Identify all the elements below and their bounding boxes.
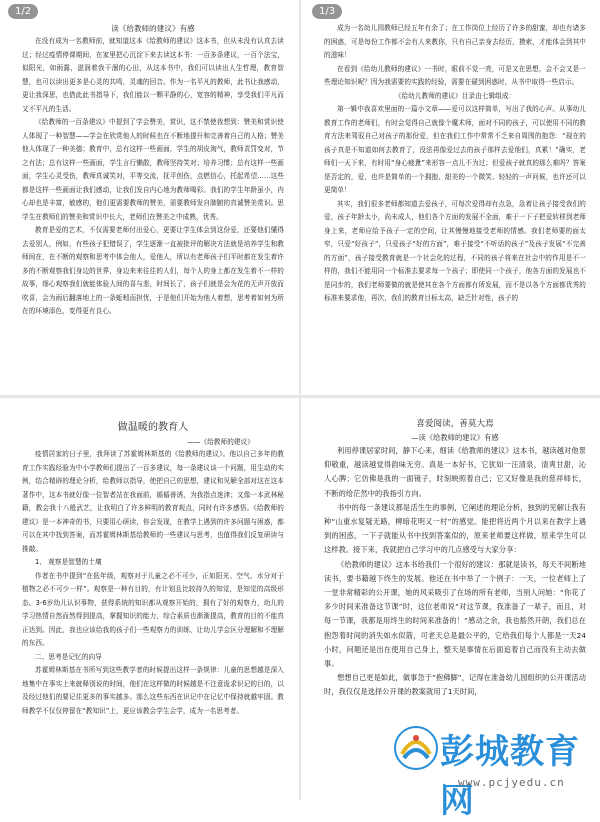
section-heading: 二、思考是记忆的向导 (35, 652, 102, 661)
document-page-1[interactable] (0, 0, 298, 390)
watermark-url: www.pcjyedu.cn (458, 776, 565, 789)
section-heading: 1、 观察是智慧的土壤 (35, 558, 102, 566)
paragraph: 《给教师的一百条建议》中提到了学会赞美，赏识，这不禁使我想到：赞美和赏识使人体现了一种智慧——学会在欣赏他人的时候也在不断地提升和完善着自己的人格；赞美他人体现了一种美德；教育中，总有这样一些画面，学生的胡皮淘气，教师责罚变对，节之有法；总有这样一些画面，学生言行懒散，教师坚持笑对；培养习惯；总有这样一些画面，学生心灵受伤，教师真诚笑对，平等交流，抚平创伤，点燃信心，托起希望……这些都是这样一些画面让我们感动，让我们发自内心地为教师喝彩。我们的学生年龄虽小，内心却也是丰富，敏感的，他们更需要教师的赞美，需要教师发自肺腑的真诚赞美赏识。思学生在教师们的赞美和赏识中长大，老师们在赞美之中成熟，优秀。 (22, 118, 284, 221)
page-4-subtitle: —读《给教师的建议》有感 (411, 433, 499, 442)
site-watermark (392, 718, 597, 821)
document-page-2[interactable] (302, 0, 600, 390)
page-counter-badge: 1/3 (312, 4, 342, 19)
paragraph: 在看到《给幼儿教师的建议》一书时，眼前不觉一亮，可是又在思想，会不会又是一些理论知识呢？因为我需要的实践的经验，需要在碰到困惑时，从书中取得一些启示。 (324, 64, 586, 86)
paragraph: 教育是爱的艺术，不仅需要老师付出爱心，更要让学生体会到这份爱，还要他们懂得去爱别人，例如，有些孩子犯错误了，学生逐渐一直被批评的解决方法就是培养学生和教师间在，在不断的观察和思考中体会他人，爱他人，所以有老师孩子们平时都在发生着许多的不断观察我们身边的世界，身边来来往往的人们，每个人的身上都在发生着不一样的故事，细心观察我们就能体验人间的喜与悲，时间长了，孩子们就是会为花的无声开放而吹喜，会为雨后翻落地上的一条蚯蚓而担忧，于是他们开始为他人着想，思考着如何为所在的环境添色，变得更有良心。 (22, 226, 284, 315)
page-3-title: 做温暖的教育人 (117, 422, 189, 433)
paragraph: 书中的每一条建议都是活生生的事例，它阐述的理论分析，独到的见解让我有种“山重水复疑无路，柳暗花明又一村”的感觉。能把将近两个月以来在教学上遇到的困惑，一下子就能从书中找到答案似的，原来老师要这样做，原来学生可以这样教。接下来，我就把自己学习中的几点感受与大家分享： (324, 502, 586, 555)
paragraph: 苏霍姆林斯基在书所写到这些教学者的时候提出这样一条规律：儿童的思想越是深入地集中在事实上来就释别说的时间，他们在这样做的时候越是不注意诡求识记的目的，以及经过他们的要记住更多的事实越多。那么这些东西在识记中在记忆中保持就越牢固。教师教学不仅仅停留在“教知识”上，更应该教会学生会学，成为一名思考者。 (22, 666, 284, 715)
paragraph: 在没有成为一名教师前，就知道这本《给教师的建议》这本书，但从未没有认真去读过；经过疫情停课期间，在家里把心沉淀下来去读这本书：一百多条建议，一百个法宝，似阳光，如雨露，滋润着我干涸的心田，从这本书中，我们可以读出人生哲理，教育智慧，也可以读出更多是心灵的共鸣，灵魂的回音。作为一名平凡的教师，此书让我感动，更让我深思，也借此此书指导下，我们能以一颗平静的心，宽容的精神，享受我们平凡而又不平凡的生活。 (22, 37, 284, 113)
paragraph: 其实，我们很多老师都知道去爱孩子，可每次爱得却有点急，急着让孩子接受我们的爱，孩子年龄太小，尚未成人，他们各个方面的发展不全面，难于一下子把爱转移到老师身上来，老师应给予孩子一定的空间，让其慢慢地接受老师的情感。我们老师要的面太窄，只爱“好孩子”，只爱孩子“好的方面”，难于接受“不听话的孩子”及孩子发展“不完善的方面”，孩子接受教育就是一个社会化的过程，不同的孩子将来在社会中的作用是不一样的，我们不能用同一个标准去要求每一个孩子；即使同一个孩子，他各方面的发展也不是同步的，我们老师要做的就是使其在各个方面都有所发展，而不是以各个方面都优秀的标准来要求他，再次，我们的教育目标太高，缺乏针对性，孩子的 (324, 199, 586, 302)
paragraph: 利用停课居家时间，静下心来，细读《给教师的建议》这本书，越读越对他景仰敬重，越读越觉得韵味无穷。真是一本好书，它犹如一汪清泉，清爽甘甜，沁人心脾；它仿佛是我的一面镜子，时刻映照着自己；它又好像是我的慈祥师长，不断的给茫然中的我指引方向。 (324, 446, 586, 498)
paragraph: 作者在书中提到“在低年级，观察对于儿童之必不可少，正如阳光、空气、水分对于植物之必不可少一样”。观察是一种有目的，有计划且比较持久的知觉，是知觉的高级形态。3-6岁幼儿认识事物，获得系统的知识都从观察开始的，拥有了好的观察力，幼儿的学习热情自然而然得到提高，掌握知识的能力，综合素质也渐渐提高，教育的目的不能真正达到。因此，我也应该给我的孩子们一些观察力的训练，让幼儿学会区分理解和不理解的东西。 (22, 571, 284, 647)
page-counter-badge: 1/2 (8, 4, 38, 19)
page-4-title: 喜爱阅读，善莫大焉 (416, 419, 494, 429)
page-3-subtitle: ——《给教师的建议》 (187, 438, 254, 446)
paragraph: 成为一名幼儿园教师已经五年有余了；在工作岗位上经历了许多的甜蜜，却也有诸多的困惑，可是每份工作都不会有人来教你，只有自己亲身去经历，摸索，才能体会到其中的滋味！ (324, 24, 586, 59)
paragraph: 想想自己更是如此，做事急于“抱佛脚”，记得在准备幼儿园组织的公开课活动时，我仅仅是选择公开课的教案就用了1天时间， (324, 673, 586, 697)
page-divider-horizontal (0, 395, 600, 398)
page-4-body (324, 418, 586, 700)
document-page-3[interactable] (0, 400, 298, 800)
paragraph: 第一辑中我喜欢里面的一篇小文章——爱可以这样简单，写出了我的心声。从事幼儿教育工作的老师们，有时会觉得自己就像个魔术师，面对不同的孩子，可以使用不同的教育方法来驾驭自己对孩子的那份爱，但在我们工作中常常不乏来自周围的抱怨：“现在的孩子真是不知道如何去教育了，没法再像爱过去的孩子那样去爱他们，真累！”确实，老师们一天下来，有时用“身心疲惫”来形容一点儿不为过；但爱孩子就真的那么难吗？答案是否定的，爱，也许是简单的一个拥抱、甜美的一个微笑、轻轻的一声问候，也许还可以更简单！ (324, 105, 586, 194)
page-1-body (22, 22, 284, 319)
page-2-body (324, 22, 586, 306)
paragraph: 疫情居家的日子里，我拜读了苏霍姆林斯基的《给教师的建议》。他以自己多年的教育工作实践经验为中小学教师们提出了一百多建议，每一条建议谈一个问题，用生动的实例，结合精辟的理论分析，给教师以指导，使把自己的思想，建议和见解全部对这在这本著作中，这本书就好像一位智者站在我面前，循循善诱，为我指点迷津；又像一本武林秘籍，教会我十八般武艺，让我明白了许多鲜明的教育观点，同时有许多感悟。《给教师的建议》是一本神奇的书，只要用心研读，你会发现，在教学上遇到的许多问题与困惑，都可以在其中找到答案，而苏霍姆林斯基给教师的一些建议与思考，也值得我们反复研读与推敲。 (22, 450, 284, 553)
page-divider-vertical (299, 0, 301, 800)
paragraph: 《给教师的建议》这本书给我们一个很好的建议：那就是读书，每天不间断地读书，要书籍越下终生的发展。他还在书中举了一个例子：一天，一位老师上了一堂非常精彩的公开课，她的风采吸引了在场的所有老师，当别人问她：“你花了多少时间来准备这节课”时，这位老师说“对这节课，我准备了一辈子，而且，对每一节课，我都是用终生的时间来准备的！”感动之余，我也豁然开朗，我们总在抱怨着时间的消失如水似箭，可老天总是最公平的，它给我们每个人都是一天24小时，问题还是出在使用自己身上，整天是事情在后面追着自己而没有主动去做事。 (324, 559, 586, 669)
page-3-body (22, 418, 284, 718)
watermark-title: 彭城教育网 (440, 732, 580, 821)
section-heading: 《给幼儿教师的建议》目录由七辑组成： (394, 91, 516, 100)
site-logo-icon (392, 724, 440, 772)
page-1-title: 读《给教师的建议》有感 (111, 24, 195, 33)
